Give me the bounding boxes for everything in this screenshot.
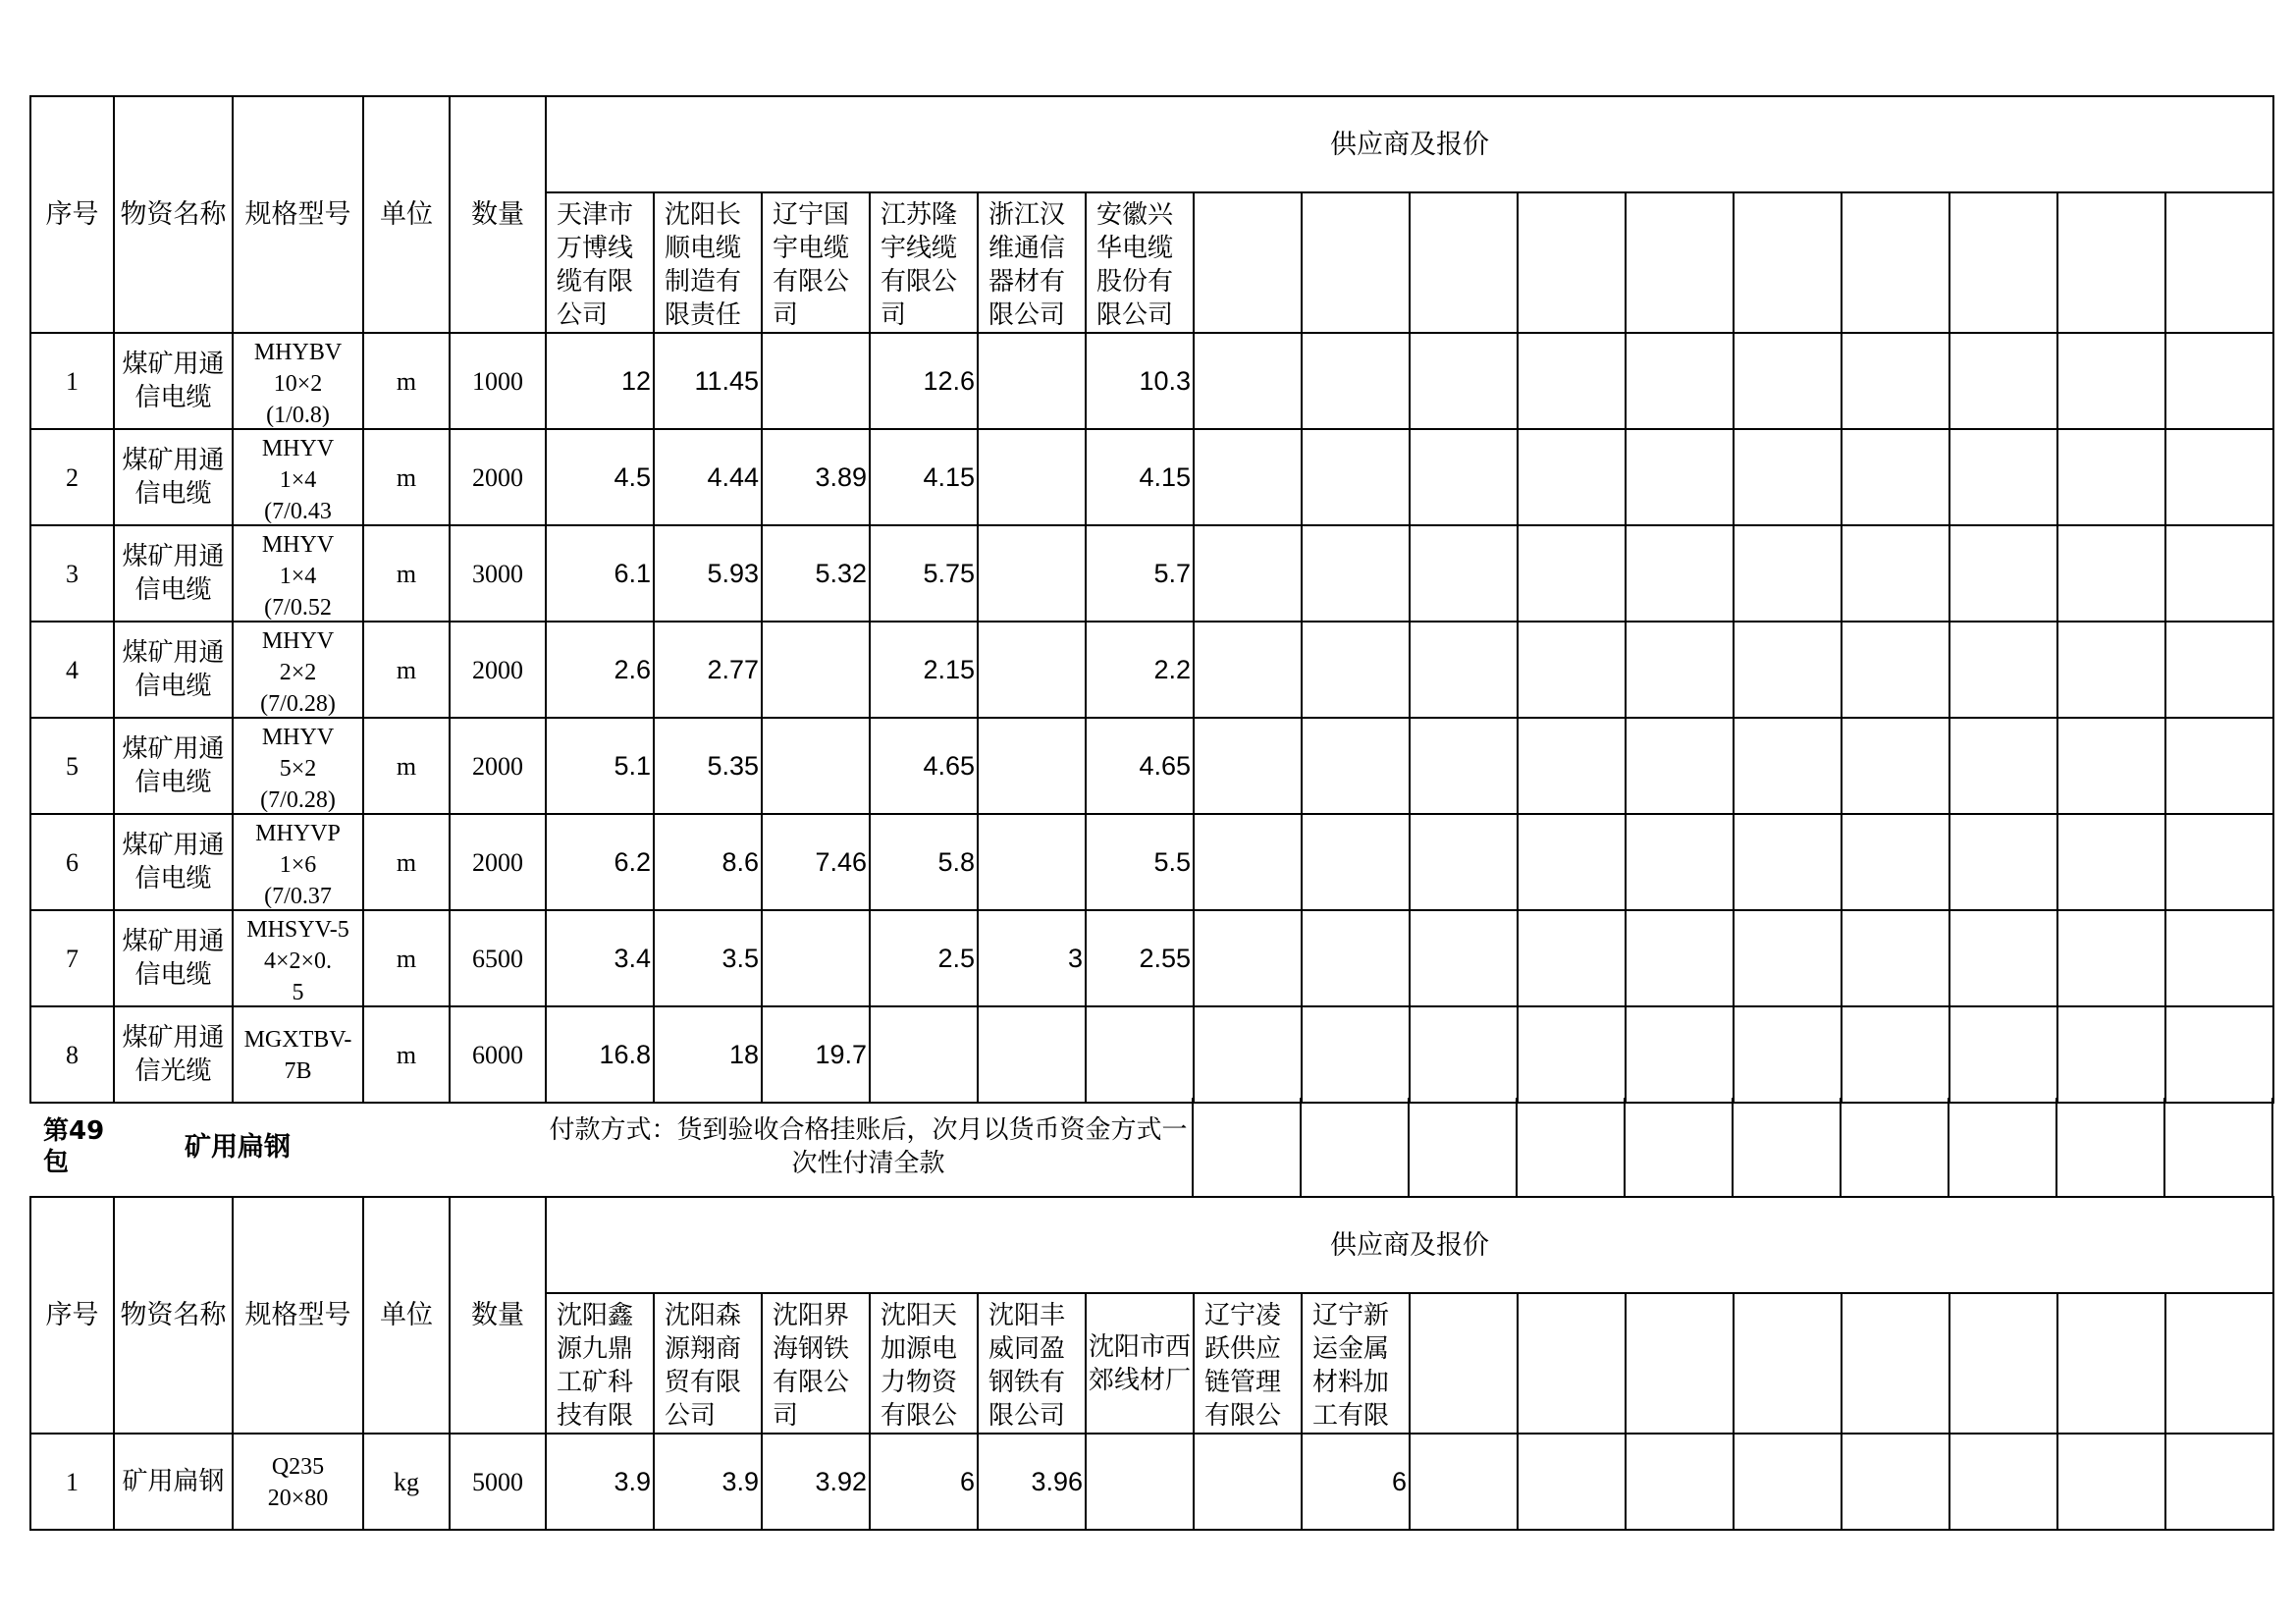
- row-name: 煤矿用通信电缆: [114, 718, 233, 814]
- price-cell: 6.2: [546, 814, 654, 910]
- row-seq: 6: [30, 814, 114, 910]
- table-row: [30, 333, 2273, 429]
- empty-cell: [1626, 333, 1734, 429]
- price-cell: 6: [870, 1434, 978, 1530]
- spec-lines: [234, 818, 362, 908]
- empty-cell: [2057, 429, 2165, 525]
- supplier-name: 沈阳界海钢铁有限公司: [762, 1293, 870, 1434]
- spec-line: MHYBV: [253, 340, 343, 365]
- empty-cell: [2057, 622, 2165, 718]
- price-cell: 3.89: [762, 429, 870, 525]
- price-cell: 2.5: [870, 910, 978, 1006]
- table-row: [30, 1434, 2273, 1530]
- header-seq: 序号: [30, 1197, 114, 1434]
- spec-lines: [234, 529, 362, 620]
- empty-cell: [2057, 814, 2165, 910]
- package-row: [29, 1098, 2273, 1196]
- empty-cell: [1626, 429, 1734, 525]
- empty-cell: [2165, 525, 2273, 622]
- table-body: [30, 1434, 2273, 1530]
- empty-cell: [1518, 1006, 1626, 1103]
- empty-cell: [1625, 1098, 1733, 1196]
- empty-cell: [1734, 718, 1842, 814]
- empty-cell: [1302, 814, 1410, 910]
- price-cell: 5.7: [1086, 525, 1194, 622]
- empty-cell: [1518, 622, 1626, 718]
- price-cell: 5.5: [1086, 814, 1194, 910]
- empty-cell: [1626, 910, 1734, 1006]
- spec-line: MHYV: [261, 725, 335, 750]
- empty-cell: [2165, 192, 2273, 333]
- empty-cell: [2165, 333, 2273, 429]
- header-seq: 序号: [30, 96, 114, 333]
- payment-terms: 付款方式：货到验收合格挂账后，次月以货币资金方式一次性付清全款: [549, 1115, 1188, 1178]
- row-seq: 2: [30, 429, 114, 525]
- row-spec: [233, 333, 363, 429]
- row-spec: [233, 814, 363, 910]
- price-cell: 5.8: [870, 814, 978, 910]
- row-unit: m: [363, 429, 450, 525]
- empty-cell: [1842, 429, 1949, 525]
- price-cell: [762, 718, 870, 814]
- empty-cell: [1626, 814, 1734, 910]
- empty-cell: [1410, 1434, 1518, 1530]
- empty-cell: [1302, 910, 1410, 1006]
- spec-line: Q235: [271, 1454, 325, 1480]
- empty-cell: [2165, 1293, 2273, 1434]
- empty-cell: [2165, 622, 2273, 718]
- price-cell: 8.6: [654, 814, 762, 910]
- price-cell: 3.9: [654, 1434, 762, 1530]
- spec-lines: [234, 914, 362, 1004]
- empty-cell: [1194, 429, 1302, 525]
- price-cell: [978, 814, 1086, 910]
- package-name: 矿用扁钢: [185, 1131, 291, 1163]
- row-spec: [233, 429, 363, 525]
- row-name: 煤矿用通信电缆: [114, 814, 233, 910]
- empty-cell: [1626, 1293, 1734, 1434]
- empty-cell: [1733, 1098, 1841, 1196]
- spec-line: (7/0.28): [260, 787, 336, 812]
- header-supplier-quote: 供应商及报价: [546, 96, 2273, 192]
- empty-cell: [1842, 622, 1949, 718]
- spacer: [362, 1098, 545, 1196]
- row-seq: 5: [30, 718, 114, 814]
- empty-cell: [1734, 1006, 1842, 1103]
- empty-cell: [1410, 429, 1518, 525]
- row-unit: m: [363, 718, 450, 814]
- empty-cell: [1626, 192, 1734, 333]
- empty-cell: [2057, 1006, 2165, 1103]
- price-cell: 10.3: [1086, 333, 1194, 429]
- price-cell: 3.96: [978, 1434, 1086, 1530]
- price-cell: 4.65: [870, 718, 978, 814]
- row-spec: [233, 1434, 363, 1530]
- empty-cell: [1842, 1006, 1949, 1103]
- price-cell: [762, 910, 870, 1006]
- empty-cell: [1410, 622, 1518, 718]
- empty-cell: [1518, 1434, 1626, 1530]
- spec-lines: [234, 625, 362, 716]
- header-unit: 单位: [363, 96, 450, 333]
- row-name: 煤矿用通信电缆: [114, 333, 233, 429]
- supplier-name: 沈阳长顺电缆制造有限责任: [654, 192, 762, 333]
- supplier-name: 安徽兴华电缆股份有限公司: [1086, 192, 1194, 333]
- empty-cell: [1626, 525, 1734, 622]
- empty-cell: [2057, 525, 2165, 622]
- price-cell: 6: [1302, 1434, 1410, 1530]
- empty-cell: [2057, 910, 2165, 1006]
- row-unit: m: [363, 622, 450, 718]
- empty-cell: [1410, 814, 1518, 910]
- row-qty: 6000: [450, 1006, 546, 1103]
- empty-cell: [1949, 910, 2057, 1006]
- supplier-name: 江苏隆宇线缆有限公司: [870, 192, 978, 333]
- empty-cell: [1842, 333, 1949, 429]
- price-cell: [762, 333, 870, 429]
- price-cell: 5.93: [654, 525, 762, 622]
- spec-lines: [234, 433, 362, 523]
- empty-cell: [1302, 333, 1410, 429]
- empty-cell: [2056, 1098, 2164, 1196]
- empty-cell: [1949, 1098, 2056, 1196]
- row-unit: m: [363, 814, 450, 910]
- price-cell: [870, 1006, 978, 1103]
- row-qty: 1000: [450, 333, 546, 429]
- empty-cell: [1410, 525, 1518, 622]
- empty-cell: [1949, 1006, 2057, 1103]
- empty-cell: [1410, 333, 1518, 429]
- header-name: 物资名称: [114, 1197, 233, 1434]
- empty-cell: [1734, 910, 1842, 1006]
- empty-cell: [1518, 333, 1626, 429]
- row-name: 煤矿用通信电缆: [114, 429, 233, 525]
- row-qty: 2000: [450, 718, 546, 814]
- empty-cell: [2057, 1293, 2165, 1434]
- price-cell: 5.75: [870, 525, 978, 622]
- empty-cell: [1734, 814, 1842, 910]
- empty-cell: [1410, 1293, 1518, 1434]
- spec-line: (1/0.8): [266, 403, 330, 427]
- empty-cell: [2057, 333, 2165, 429]
- row-qty: 2000: [450, 622, 546, 718]
- table-row: [30, 814, 2273, 910]
- row-unit: m: [363, 525, 450, 622]
- empty-cell: [1410, 910, 1518, 1006]
- empty-cell: [1734, 525, 1842, 622]
- price-cell: 18: [654, 1006, 762, 1103]
- spec-line: MHYVP: [255, 821, 341, 846]
- empty-cell: [1194, 525, 1302, 622]
- spec-line: MGXTBV-: [243, 1027, 352, 1053]
- price-cell: 16.8: [546, 1006, 654, 1103]
- empty-cell: [2057, 192, 2165, 333]
- empty-cell: [1518, 525, 1626, 622]
- price-cell: 4.65: [1086, 718, 1194, 814]
- empty-cell: [1518, 429, 1626, 525]
- empty-cell: [1302, 622, 1410, 718]
- price-cell: [1194, 1434, 1302, 1530]
- empty-cell: [1194, 814, 1302, 910]
- empty-cell: [1302, 429, 1410, 525]
- price-cell: [1086, 1006, 1194, 1103]
- empty-cell: [1302, 1006, 1410, 1103]
- price-cell: 4.5: [546, 429, 654, 525]
- price-cell: [978, 429, 1086, 525]
- empty-cell: [2057, 1434, 2165, 1530]
- price-cell: 6.1: [546, 525, 654, 622]
- price-cell: 7.46: [762, 814, 870, 910]
- row-unit: m: [363, 910, 450, 1006]
- table-row: [30, 910, 2273, 1006]
- row-qty: 3000: [450, 525, 546, 622]
- empty-cell: [2165, 910, 2273, 1006]
- empty-cell: [1518, 192, 1626, 333]
- empty-cell: [1194, 1006, 1302, 1103]
- spec-line: 1×4: [279, 467, 317, 493]
- header-supplier-quote: 供应商及报价: [546, 1197, 2273, 1293]
- row-unit: m: [363, 333, 450, 429]
- price-cell: [978, 718, 1086, 814]
- table-row: [30, 429, 2273, 525]
- price-cell: 19.7: [762, 1006, 870, 1103]
- empty-cell: [1626, 718, 1734, 814]
- spec-lines: [234, 1437, 362, 1528]
- price-cell: 11.45: [654, 333, 762, 429]
- supplier-name: 沈阳森源翔商贸有限公司: [654, 1293, 762, 1434]
- empty-cell: [1842, 525, 1949, 622]
- row-name: 煤矿用通信电缆: [114, 525, 233, 622]
- spec-line: MHYV: [261, 436, 335, 461]
- supplier-name: 辽宁新运金属材料加工有限: [1302, 1293, 1410, 1434]
- table-row: [30, 1006, 2273, 1103]
- row-spec: [233, 910, 363, 1006]
- empty-cell: [1949, 1293, 2057, 1434]
- price-cell: 3.92: [762, 1434, 870, 1530]
- spec-lines: [234, 722, 362, 812]
- row-name: 煤矿用通信电缆: [114, 622, 233, 718]
- table-row: [30, 525, 2273, 622]
- row-seq: 1: [30, 1434, 114, 1530]
- price-cell: 3.5: [654, 910, 762, 1006]
- supplier-name: 天津市万博线缆有限公司: [546, 192, 654, 333]
- empty-cell: [1842, 814, 1949, 910]
- row-seq: 3: [30, 525, 114, 622]
- empty-cell: [1517, 1098, 1625, 1196]
- price-cell: 4.15: [1086, 429, 1194, 525]
- price-cell: 2.2: [1086, 622, 1194, 718]
- empty-cell: [1734, 1434, 1842, 1530]
- empty-cell: [1734, 622, 1842, 718]
- empty-cell: [1193, 1098, 1301, 1196]
- empty-cell: [1842, 192, 1949, 333]
- price-cell: [978, 1006, 1086, 1103]
- header-spec: 规格型号: [233, 96, 363, 333]
- price-cell: 4.15: [870, 429, 978, 525]
- empty-cell: [1302, 718, 1410, 814]
- empty-cell: [1841, 1098, 1949, 1196]
- empty-cell: [2164, 1098, 2272, 1196]
- row-unit: kg: [363, 1434, 450, 1530]
- header-spec: 规格型号: [233, 1197, 363, 1434]
- row-seq: 8: [30, 1006, 114, 1103]
- empty-cell: [1949, 1434, 2057, 1530]
- header-unit: 单位: [363, 1197, 450, 1434]
- empty-cell: [1194, 333, 1302, 429]
- price-cell: 4.44: [654, 429, 762, 525]
- table-row: [30, 718, 2273, 814]
- empty-cell: [2057, 718, 2165, 814]
- quote-table-1: [29, 95, 2274, 1104]
- empty-cell: [1518, 1293, 1626, 1434]
- empty-cell: [1949, 333, 2057, 429]
- price-cell: 5.1: [546, 718, 654, 814]
- row-qty: 2000: [450, 429, 546, 525]
- price-cell: 12.6: [870, 333, 978, 429]
- empty-cell: [1410, 718, 1518, 814]
- price-cell: 12: [546, 333, 654, 429]
- empty-cell: [1949, 525, 2057, 622]
- row-spec: [233, 1006, 363, 1103]
- row-seq: 7: [30, 910, 114, 1006]
- header-name: 物资名称: [114, 96, 233, 333]
- empty-cell: [1518, 718, 1626, 814]
- empty-cell: [1626, 1006, 1734, 1103]
- empty-cell: [1949, 814, 2057, 910]
- empty-cell: [1734, 333, 1842, 429]
- empty-cell: [1842, 1293, 1949, 1434]
- price-cell: 2.6: [546, 622, 654, 718]
- row-seq: 1: [30, 333, 114, 429]
- spec-lines: [234, 337, 362, 427]
- empty-cell: [2165, 1006, 2273, 1103]
- supplier-name: 沈阳天加源电力物资有限公: [870, 1293, 978, 1434]
- supplier-name: 浙江汉维通信器材有限公司: [978, 192, 1086, 333]
- price-cell: [762, 622, 870, 718]
- empty-cell: [1626, 1434, 1734, 1530]
- row-qty: 5000: [450, 1434, 546, 1530]
- header-qty: 数量: [450, 1197, 546, 1434]
- price-cell: 5.32: [762, 525, 870, 622]
- empty-cell: [1734, 1293, 1842, 1434]
- table-row: [30, 622, 2273, 718]
- spec-lines: [234, 1010, 362, 1101]
- empty-cell: [2165, 814, 2273, 910]
- row-seq: 4: [30, 622, 114, 718]
- supplier-name: 沈阳鑫源九鼎工矿科技有限: [546, 1293, 654, 1434]
- price-cell: 3.4: [546, 910, 654, 1006]
- spec-line: 10×2: [273, 371, 323, 397]
- empty-cell: [1194, 622, 1302, 718]
- price-cell: 2.55: [1086, 910, 1194, 1006]
- row-qty: 2000: [450, 814, 546, 910]
- empty-cell: [2165, 1434, 2273, 1530]
- spec-line: (7/0.43: [264, 499, 332, 523]
- empty-cell: [1734, 192, 1842, 333]
- spec-line: 20×80: [267, 1486, 329, 1511]
- row-name: 矿用扁钢: [114, 1434, 233, 1530]
- row-qty: 6500: [450, 910, 546, 1006]
- price-cell: [1086, 1434, 1194, 1530]
- empty-cell: [1626, 622, 1734, 718]
- row-spec: [233, 525, 363, 622]
- price-cell: 5.35: [654, 718, 762, 814]
- spec-line: MHYV: [261, 628, 335, 654]
- spec-line: 5: [292, 980, 304, 1004]
- spec-line: 1×4: [279, 564, 317, 589]
- empty-cell: [1518, 814, 1626, 910]
- empty-cell: [1194, 910, 1302, 1006]
- empty-cell: [2165, 429, 2273, 525]
- spec-line: 5×2: [279, 756, 317, 782]
- spec-line: MHYV: [261, 532, 335, 558]
- price-cell: [978, 622, 1086, 718]
- row-spec: [233, 718, 363, 814]
- row-name: 煤矿用通信光缆: [114, 1006, 233, 1103]
- empty-cell: [2165, 718, 2273, 814]
- supplier-name: 辽宁凌跃供应链管理有限公: [1194, 1293, 1302, 1434]
- spec-line: (7/0.52: [264, 595, 332, 620]
- quote-table-2: [29, 1196, 2274, 1531]
- empty-cell: [1410, 192, 1518, 333]
- supplier-name: 沈阳市西郊线材厂: [1086, 1293, 1194, 1434]
- empty-cell: [1949, 622, 2057, 718]
- empty-cell: [1949, 429, 2057, 525]
- price-cell: 3: [978, 910, 1086, 1006]
- empty-cell: [1842, 1434, 1949, 1530]
- row-unit: m: [363, 1006, 450, 1103]
- spec-line: (7/0.28): [260, 691, 336, 716]
- table-body: [30, 333, 2273, 1103]
- empty-cell: [1302, 192, 1410, 333]
- row-name: 煤矿用通信电缆: [114, 910, 233, 1006]
- spec-line: 7B: [284, 1058, 312, 1084]
- spec-line: 2×2: [279, 660, 317, 685]
- empty-cell: [1734, 429, 1842, 525]
- spec-line: MHSYV-5: [246, 917, 349, 943]
- empty-cell: [1194, 718, 1302, 814]
- empty-cell: [1302, 525, 1410, 622]
- empty-cell: [1949, 192, 2057, 333]
- supplier-name: 沈阳丰威同盈钢铁有限公司: [978, 1293, 1086, 1434]
- empty-cell: [1842, 718, 1949, 814]
- header-qty: 数量: [450, 96, 546, 333]
- package-label: 第49包: [43, 1116, 105, 1177]
- price-cell: [978, 333, 1086, 429]
- empty-cell: [1518, 910, 1626, 1006]
- empty-cell: [1194, 192, 1302, 333]
- empty-cell: [1949, 718, 2057, 814]
- empty-cell: [1842, 910, 1949, 1006]
- empty-cell: [1301, 1098, 1409, 1196]
- spec-line: 4×2×0.: [263, 948, 333, 974]
- empty-cell: [1409, 1098, 1517, 1196]
- spec-line: (7/0.37: [264, 884, 332, 908]
- empty-cell: [1410, 1006, 1518, 1103]
- row-spec: [233, 622, 363, 718]
- supplier-name: 辽宁国宇电缆有限公司: [762, 192, 870, 333]
- price-cell: 3.9: [546, 1434, 654, 1530]
- price-cell: 2.77: [654, 622, 762, 718]
- spec-line: 1×6: [279, 852, 317, 878]
- price-cell: 2.15: [870, 622, 978, 718]
- price-cell: [978, 525, 1086, 622]
